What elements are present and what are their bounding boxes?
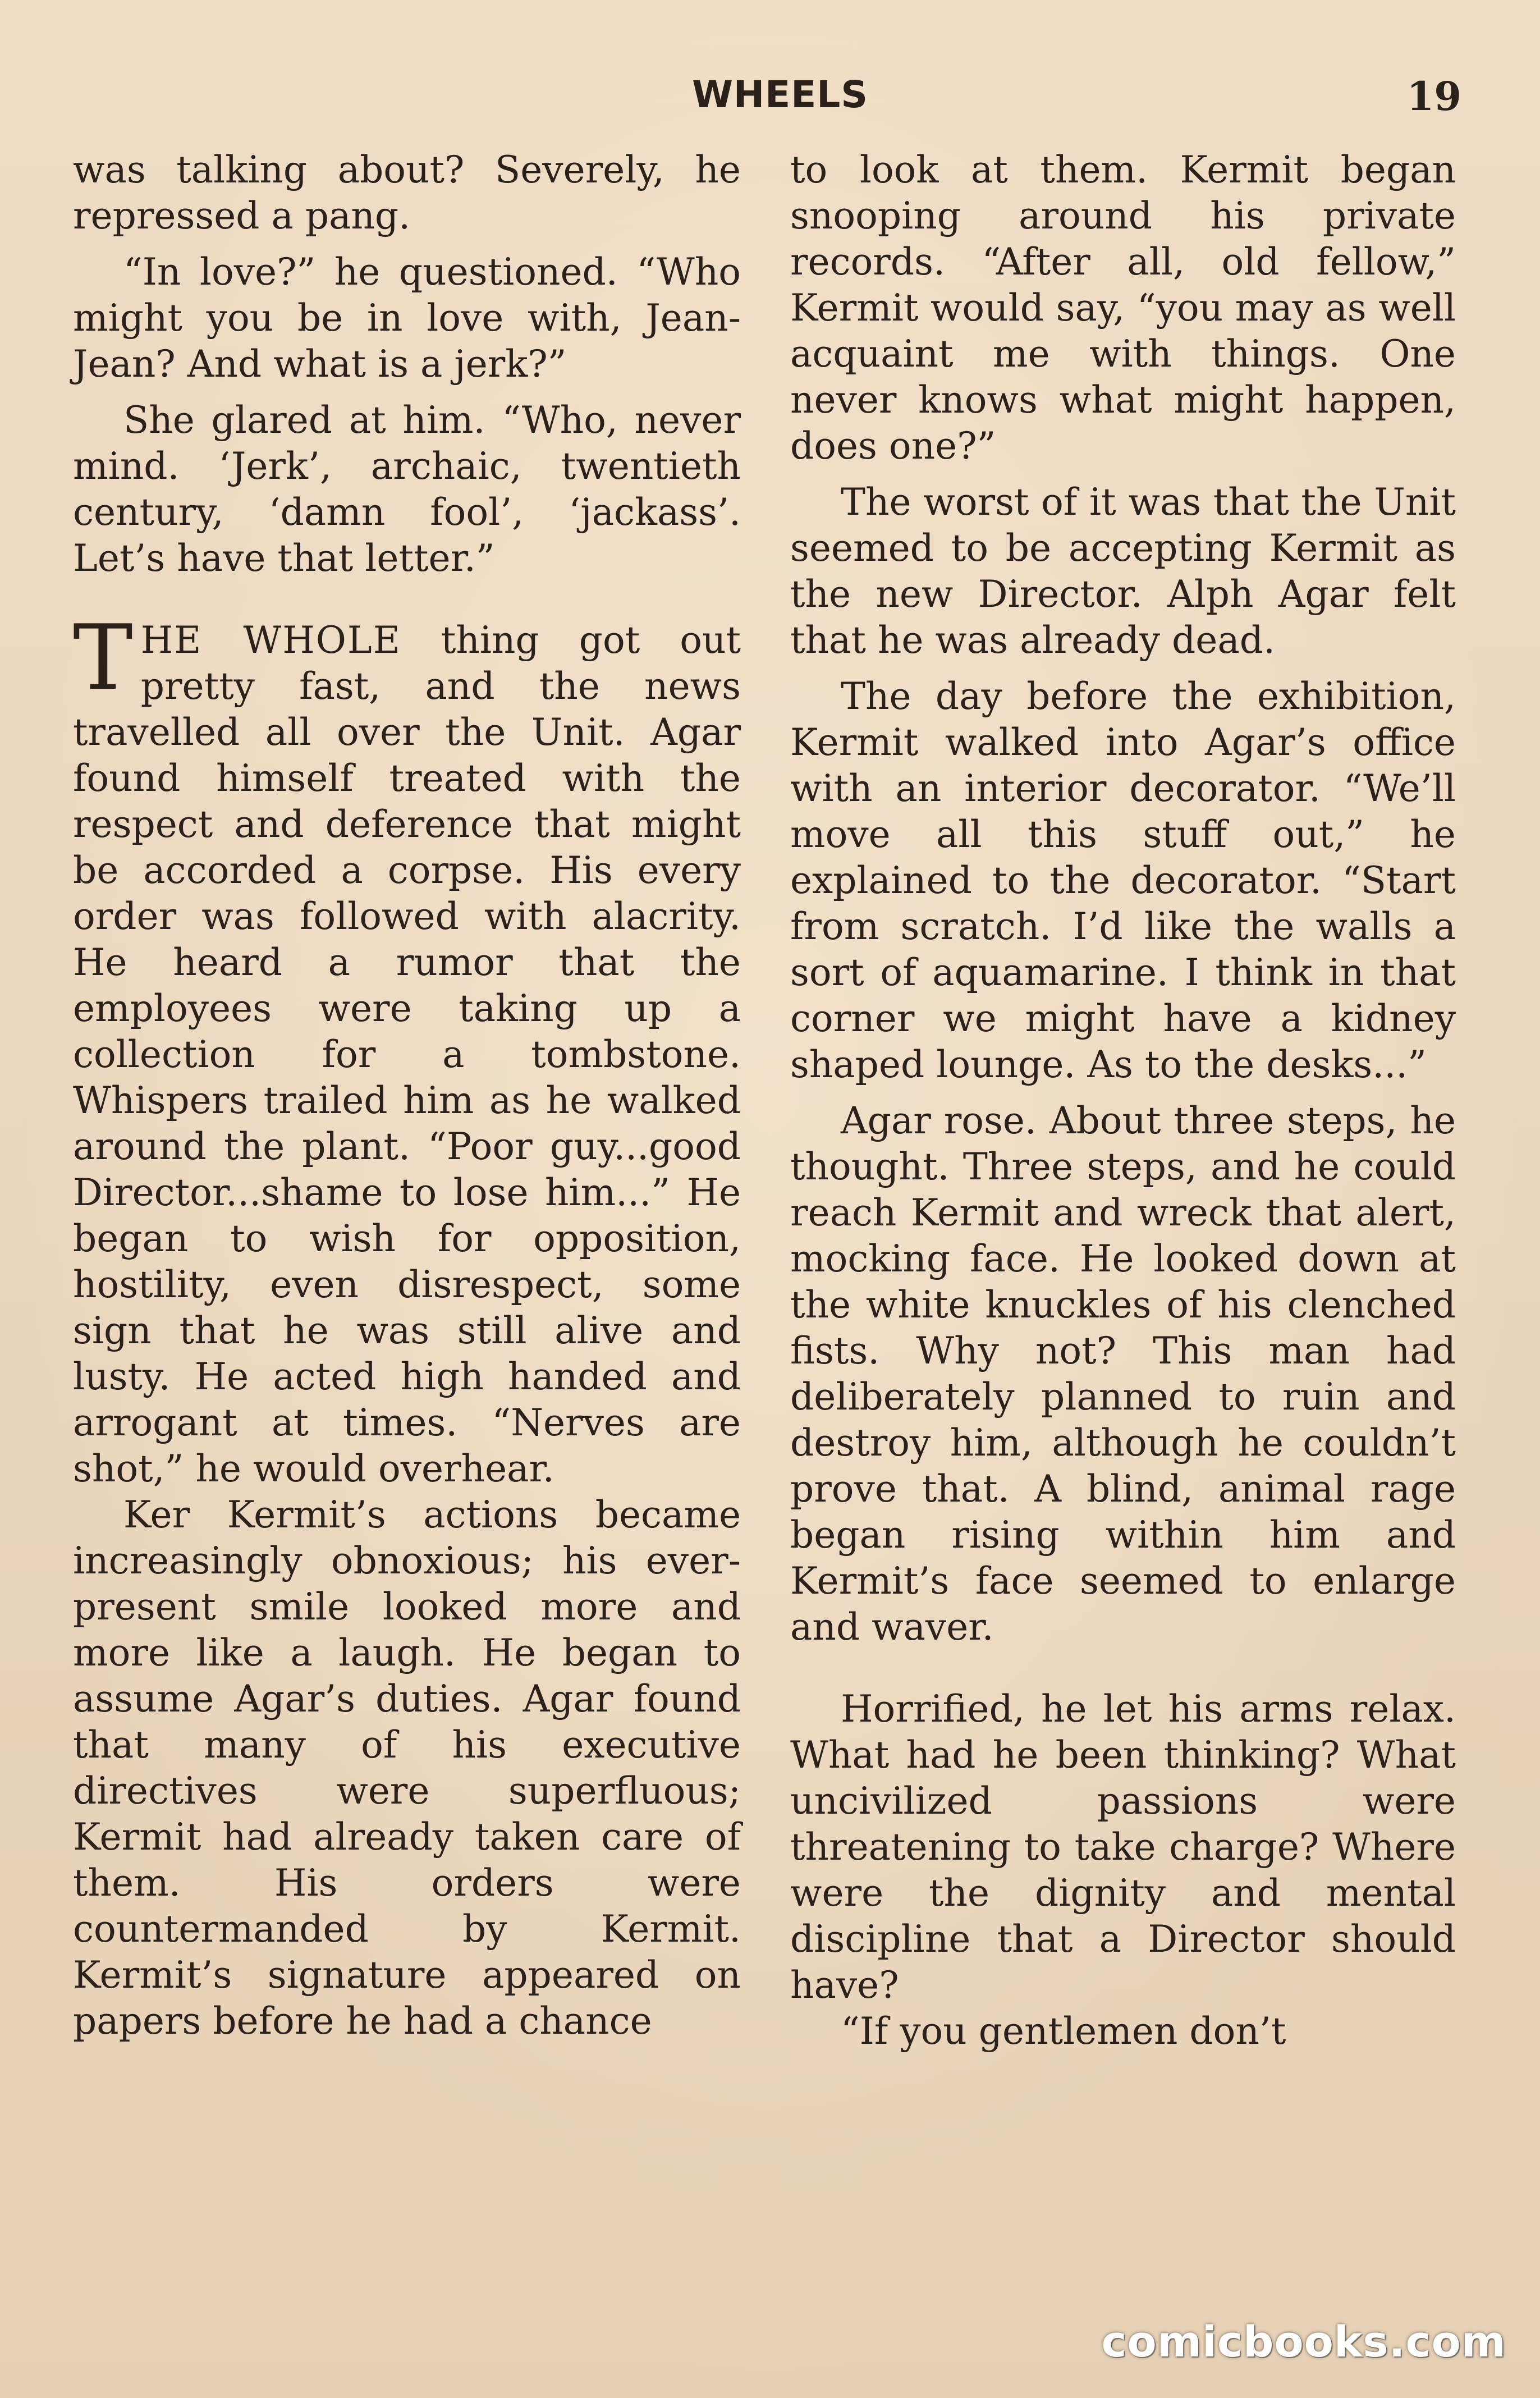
section-lead-words: HE WHOLE [140, 619, 401, 662]
paragraph: Ker Kermit’s actions became increasingly obnoxious; his ever-present smile looked more and more like a laugh. He began to assume Agar’s duties. Agar found that many of his executive directives were superfluous; Kermit had already taken care of them. His orders were countermanded by Kermit. Kermit’s signature appeared on papers before he had a chance [73, 1493, 741, 2043]
paragraph: She glared at him. “Who, never mind. ‘Jerk’, archaic, twentieth century, ‘damn fool’, ‘jackass’. Let’s have that letter.” [73, 399, 741, 580]
site-watermark: comicbooks.com [1101, 2317, 1506, 2367]
paragraph: Horrified, he let his arms relax. What had he been thinking? What uncivilized passions were threatening to take charge? Where were the dignity and mental discipline that a Director should have? [790, 1687, 1456, 2007]
paragraph: was talking about? Severely, he repressed a pang. [73, 148, 741, 237]
paragraph: The day before the exhibition, Kermit walked into Agar’s office with an interior decorator. “We’ll move all this stuff out,” he explained to the decorator. “Start from scratch. I’d like the walls a sort of aquamarine. I think in that corner we might have a kidney shaped lounge. As to the desks...” [790, 675, 1456, 1086]
paragraph: The worst of it was that the Unit seemed to be accepting Kermit as the new Director. Alph Agar felt that he was already dead. [790, 480, 1456, 662]
left-column [73, 147, 741, 2044]
paragraph: Agar rose. About three steps, he thought. Three steps, and he could reach Kermit and wreck that alert, mocking face. He looked down at the white knuckles of his clenched fists. Why not? This man had deliberately planned to ruin and destroy him, although he couldn’t prove that. A blind, animal rage began rising within him and Kermit’s face seemed to enlarge and waver. [790, 1099, 1456, 1649]
paragraph-text: thing got out pretty fast, and the news travelled all over the Unit. Agar found himself treated with the respect and deference that might be accorded a corpse. His every order was followed with alacrity. He heard a rumor that the employees were taking up a collection for a tombstone. Whispers trailed him as he walked around the plant. “Poor guy...good Director...shame to lose him...” He began to wish for opposition, hostility, even disrespect, some sign that he was still alive and lusty. He acted high handed and arrogant at times. “Nerves are shot,” he would overhear. [73, 619, 741, 1490]
paragraph: “In love?” he questioned. “Who might you be in love with, Jean-Jean? And what is a jerk?” [73, 250, 741, 386]
paragraph: to look at them. Kermit began snooping around his private records. “After all, old fellow,” Kermit would say, “you may as well acquaint me with things. One never knows what might happen, does one?” [790, 148, 1456, 468]
running-title: WHEELS [692, 73, 868, 116]
right-column [790, 147, 1456, 2054]
page-number: 19 [1406, 73, 1461, 120]
section-opening-paragraph [73, 605, 741, 1492]
paragraph: “If you gentlemen don’t [841, 2010, 1286, 2053]
drop-cap: T [73, 605, 133, 710]
